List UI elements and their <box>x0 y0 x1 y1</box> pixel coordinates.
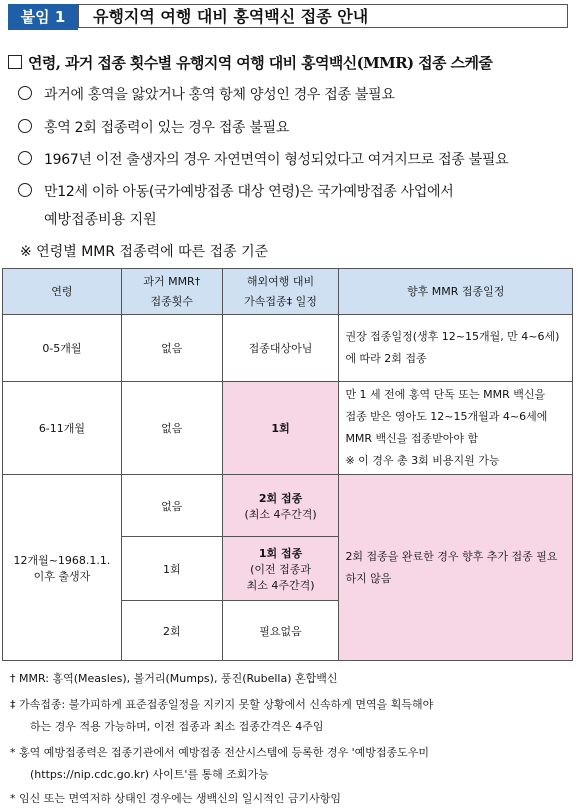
bullet-item <box>18 181 454 201</box>
page-title: 유행지역 여행 대비 홍역백신 접종 안내 <box>78 4 568 28</box>
circle-bullet-icon <box>18 119 32 133</box>
circle-bullet-icon <box>18 86 32 100</box>
bullet-item <box>18 149 508 169</box>
header-future: 향후 MMR 접종일정 <box>339 269 573 315</box>
header-age: 연령 <box>3 269 122 315</box>
cell-future: 권장 접종일정(생후 12~15개월, 만 4~6세)에 따라 2회 접종 <box>339 315 573 382</box>
bullet-text: 과거에 홍역을 앓았거나 홍역 항체 양성인 경우 접종 불필요 <box>44 87 395 103</box>
bullet-text: 만12세 이하 아동(국가예방접종 대상 연령)은 국가예방접종 사업에서 <box>44 184 454 200</box>
table-row <box>3 315 573 382</box>
cell-past: 2회 <box>121 601 222 661</box>
cell-travel: 2회 접종 (최소 4주간격) <box>222 475 339 537</box>
bullet-continuation: 예방접종비용 지원 <box>44 212 157 228</box>
header-past: 과거 MMR† 접종횟수 <box>121 269 222 315</box>
cell-travel: 접종대상아님 <box>222 315 339 382</box>
footnote: * 임신 또는 면역저하 상태인 경우에는 생백신의 일시적인 금기사항임 <box>10 792 341 805</box>
bullet-text: 홍역 2회 접종력이 있는 경우 접종 불필요 <box>44 120 290 136</box>
cell-age: 0-5개월 <box>3 315 122 382</box>
table-row <box>3 382 573 475</box>
square-bullet-icon <box>8 55 22 69</box>
cell-past: 없음 <box>121 315 222 382</box>
cell-past: 없음 <box>121 475 222 537</box>
mmr-schedule-table <box>2 268 573 661</box>
bullet-text: 1967년 이전 출생자의 경우 자연면역이 형성되었다고 여겨지므로 접종 불필요 <box>44 152 509 168</box>
bullet-item <box>18 84 395 104</box>
footnote: ‡ 가속접종: 불가피하게 표준접종일정을 지키지 못할 상황에서 신속하게 면역을 획득해야 <box>10 698 434 711</box>
section-title <box>8 52 492 73</box>
table-row <box>3 475 573 537</box>
bullet-item <box>18 117 289 137</box>
table-header-row <box>3 269 573 315</box>
cell-travel: 1회 <box>222 382 339 475</box>
cell-future: 2회 접종을 완료한 경우 향후 추가 접종 필요하지 않음 <box>339 475 573 661</box>
section-title-text: 연령, 과거 접종 횟수별 유행지역 여행 대비 홍역백신(MMR) 접종 스케줄 <box>28 54 493 72</box>
footnote: † MMR: 홍역(Measles), 볼거리(Mumps), 풍진(Rubella) 혼합백신 <box>10 672 338 685</box>
cell-future: 만 1 세 전에 홍역 단독 또는 MMR 백신을 접종 받은 영아도 12~15개월과 4~6세에 MMR 백신을 접종받아야 함 ※ 이 경우 총 3회 비용지원 가능 <box>339 382 573 475</box>
circle-bullet-icon <box>18 151 32 165</box>
cell-past: 없음 <box>121 382 222 475</box>
footnote-continuation: 하는 경우 적용 가능하며, 이전 접종과 최소 접종간격은 4주임 <box>30 720 324 733</box>
cell-age: 6-11개월 <box>3 382 122 475</box>
cell-past: 1회 <box>121 537 222 601</box>
cell-age: 12개월~1968.1.1. 이후 출생자 <box>3 475 122 661</box>
footnote-continuation: (https://nip.cdc.go.kr) 사이트'를 통해 조회가능 <box>30 768 269 781</box>
footnote: * 홍역 예방접종력은 접종기관에서 예방접종 전산시스템에 등록한 경우 '예방접종도우미 <box>10 746 430 759</box>
table-note: ※ 연령별 MMR 접종력에 따른 접종 기준 <box>20 244 269 260</box>
cell-travel: 필요없음 <box>222 601 339 661</box>
page-header <box>8 4 568 30</box>
circle-bullet-icon <box>18 183 32 197</box>
attachment-badge: 붙임 1 <box>8 4 78 30</box>
header-travel: 해외여행 대비 가속접종‡ 일정 <box>222 269 339 315</box>
cell-travel: 1회 접종 (이전 접종과 최소 4주간격) <box>222 537 339 601</box>
